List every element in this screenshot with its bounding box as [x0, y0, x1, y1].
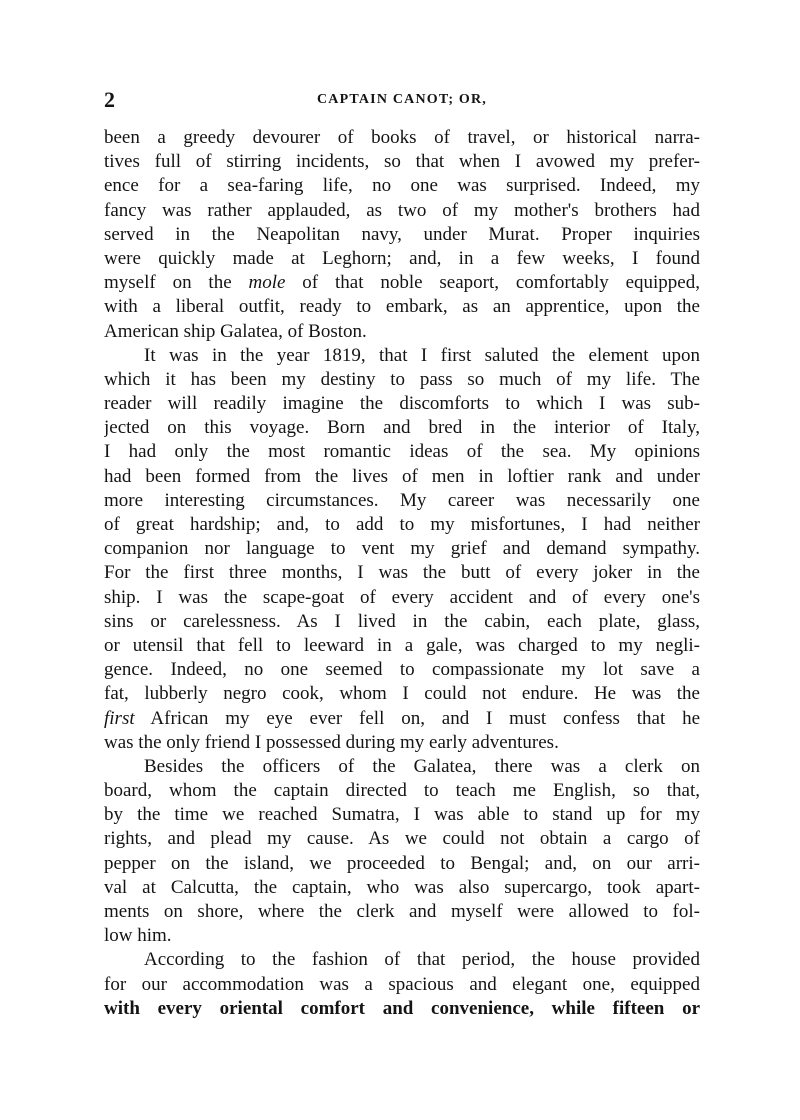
- text-line: ments on shore, where the clerk and myself were allowed to fol-: [104, 901, 700, 922]
- text-line: jected on this voyage. Born and bred in the interior of Italy,: [104, 417, 700, 439]
- text-line: board, whom the captain directed to teach me English, so that,: [104, 780, 700, 802]
- text-line: first African my eye ever fell on, and I must confess that he: [104, 707, 700, 729]
- text-line: served in the Neapolitan navy, under Murat. Proper inquiries: [104, 223, 700, 245]
- text-line: been a greedy devourer of books of travel, or historical narra-: [104, 127, 700, 148]
- body-text: [104, 126, 700, 1021]
- text-line: According to the fashion of that period, the house provided: [144, 949, 700, 971]
- text-line: I had only the most romantic ideas of the sea. My opinions: [104, 441, 700, 463]
- text-line: more interesting circumstances. My career was necessarily one: [104, 489, 700, 511]
- text-line: ence for a sea-faring life, no one was surprised. Indeed, my: [104, 175, 700, 197]
- text-line: for our accommodation was a spacious and elegant one, equipped: [104, 973, 700, 995]
- text-line: low him.: [104, 925, 172, 947]
- text-line: American ship Galatea, of Boston.: [104, 320, 367, 342]
- text-line: Besides the officers of the Galatea, there was a clerk on: [144, 755, 700, 777]
- page-header: [104, 84, 700, 116]
- text-line: reader will readily imagine the discomforts to which I was sub-: [104, 393, 700, 415]
- italic-word: first: [104, 707, 135, 729]
- text-line: myself on the mole of that noble seaport, comfortably equipped,: [104, 272, 700, 294]
- text-line: fat, lubberly negro cook, whom I could not endure. He was the: [104, 683, 700, 705]
- text-line: with every oriental comfort and convenience, while fifteen or: [104, 997, 700, 1019]
- text-line: rights, and plead my cause. As we could not obtain a cargo of: [104, 828, 700, 850]
- text-line: or utensil that fell to leeward in a gale, was charged to my negli-: [104, 634, 700, 656]
- text-line: fancy was rather applauded, as two of my mother's brothers had: [104, 199, 700, 221]
- text-line: were quickly made at Leghorn; and, in a few weeks, I found: [104, 247, 700, 269]
- text-line: gence. Indeed, no one seemed to compassionate my lot save a: [104, 659, 700, 681]
- text-line: For the first three months, I was the butt of every joker in the: [104, 562, 700, 584]
- text-line: had been formed from the lives of men in loftier rank and under: [104, 465, 700, 487]
- italic-word: mole: [248, 272, 286, 294]
- text-line: companion nor language to vent my grief and demand sympathy.: [104, 538, 700, 560]
- text-line: val at Calcutta, the captain, who was also supercargo, took apart-: [104, 876, 700, 898]
- text-line: by the time we reached Sumatra, I was able to stand up for my: [104, 804, 700, 826]
- text-line: was the only friend I possessed during my early adventures.: [104, 731, 559, 753]
- page-number: 2: [104, 87, 115, 112]
- text-line: of great hardship; and, to add to my misfortunes, I had neither: [104, 514, 700, 535]
- text-line: ship. I was the scape-goat of every accident and of every one's: [104, 586, 700, 608]
- text-line: sins or carelessness. As I lived in the cabin, each plate, glass,: [104, 610, 700, 632]
- text-line: which it has been my destiny to pass so much of my life. The: [104, 368, 700, 390]
- text-line: tives full of stirring incidents, so that when I avowed my prefer-: [104, 151, 700, 173]
- text-line: pepper on the island, we proceeded to Bengal; and, on our arri-: [104, 852, 700, 874]
- running-title: CAPTAIN CANOT; OR,: [316, 92, 488, 107]
- text-line: It was in the year 1819, that I first saluted the element upon: [144, 344, 700, 366]
- text-line: with a liberal outfit, ready to embark, as an apprentice, upon the: [104, 296, 700, 318]
